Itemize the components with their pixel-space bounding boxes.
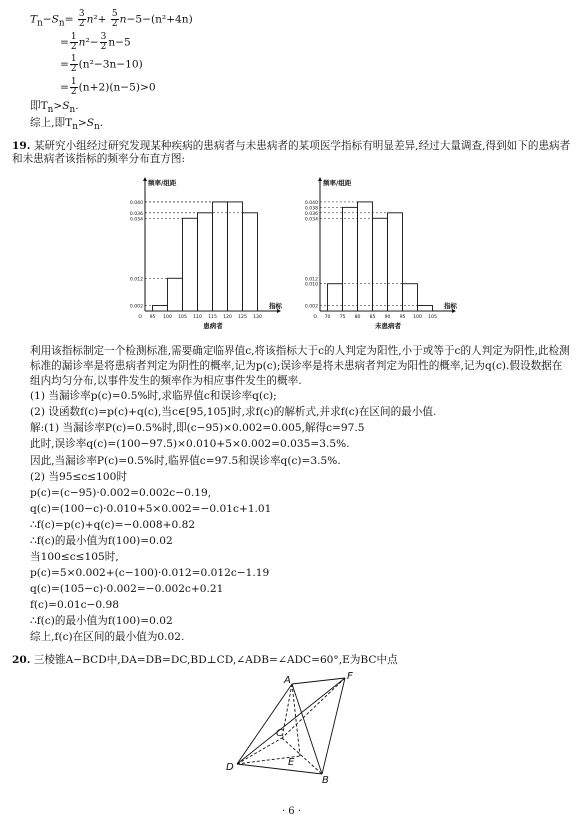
x-tick-label: 75 [339,315,346,320]
q19-line: 此时,误诊率q(c)=(100−97.5)×0.010+5×0.002=0.035=3.5%. [30,438,350,450]
y-axis-label: 频率/组距 [148,179,177,187]
q19-line: f(c)=0.01c−0.98 [30,599,119,611]
q19-paragraph: 利用该指标制定一个检测标准,需要确定临界值c,将该指标大于c的人判定为阳性,小于或等于c的人判定为阴性,此检测标准的漏诊率是将患病者判定为阴性的概率,记为p(c);误诊率是将未患病者判定为阳性的概率,记为q(c).假设数据在组内均匀分布,以事件发生的频率作为相应事件发生的概率. [30,345,570,387]
x-tick-label: 95 [399,315,406,320]
x-axis-label: 指标 [444,302,457,310]
histogram-bar [213,202,228,311]
y-axis-label: 频率/组距 [323,179,352,187]
x-tick-label: 125 [238,315,247,320]
q19-line: ∴f(c)的最小值为f(100)=0.02 [30,615,173,627]
histogram-bar [388,213,403,311]
edge-AB [292,684,322,774]
histogram-bar [328,284,343,311]
x-tick-label: 70 [324,315,331,320]
q19-line: (2) 设函数f(c)=p(c)+q(c),当c∈[95,105]时,求f(c)的解析式,并求f(c)在区间的最小值. [30,406,437,418]
deriv-line-3: = $\frac{1}{2}$ (n²−3n−10) [60,54,143,74]
edge-DC [237,738,282,764]
histogram-bar [198,213,213,311]
label-F: F [347,671,353,682]
histogram-bar [183,218,198,311]
x-tick-label: 110 [193,315,202,320]
y-tick-label: 0.034 [129,217,143,223]
q19-line: p(c)=5×0.002+(c−100)·0.012=0.012c−1.19 [30,567,270,579]
q19-line: (1) 当漏诊率p(c)=0.5%时,求临界值c和误诊率q(c); [30,390,277,402]
y-tick-label: 0.036 [129,211,143,217]
edge-AD [237,684,292,764]
histogram-bar [153,306,168,311]
edge-DB [237,764,322,774]
x-tick-label: 115 [208,315,217,320]
q19-line: p(c)=(c−95)·0.002=0.002c−0.19, [30,487,212,499]
label-D: D [226,762,234,773]
y-tick-label: 0.010 [304,282,318,288]
y-tick-label: 0.002 [129,304,143,310]
tetrahedron-figure [220,670,370,785]
histogram-bar [403,284,418,311]
deriv-line-1: $T_n-S_n=$ $\frac{3}{2}$ n²+ $\frac{5}{2}$ n−5−(n²+4n) [30,9,193,29]
histogram-bar [168,278,183,311]
q19-line: ∴f(c)=p(c)+q(c)=−0.008+0.82 [30,519,196,531]
q19-line: 因此,当漏诊率P(c)=0.5%时,临界值c=97.5和误诊率q(c)=3.5%. [30,455,341,467]
q19-line: ∴f(c)的最小值为f(100)=0.02 [30,535,173,547]
page-number: · 6 · [281,806,302,817]
y-axis-arrow [143,177,147,181]
deriv-line-4: = $\frac{1}{2}$ (n+2)(n−5)>0 [60,77,156,97]
histogram-healthy [290,176,470,336]
x-tick-label: 105 [428,315,437,320]
y-axis-arrow [318,177,322,181]
q19-intro: 19. 某研究小组经过研究发现某种疾病的患病者与未患病者的某项医学指标有明显差异,经过大量调查,得到如下的患病者和未患病者该指标的频率分布直方图: [12,140,571,165]
histogram-patients [115,176,295,336]
q19-line: (2) 当95≤c≤100时 [30,471,127,483]
x-tick-label: 85 [369,315,376,320]
x-tick-label: 95 [149,315,156,320]
q19-line: q(c)=(105−c)·0.002=−0.002c+0.21 [30,583,224,595]
origin-label: O [313,315,317,320]
x-axis-label: 指标 [269,302,282,310]
histogram-bar [243,213,258,311]
x-tick-label: 105 [178,315,187,320]
x-tick-label: 100 [163,315,172,320]
histogram-bar [373,218,388,311]
deriv-line-2: = $\frac{1}{2}$ n²− $\frac{3}{2}$ n−5 [60,32,131,52]
origin-label: O [138,315,142,320]
y-tick-label: 0.012 [129,277,143,283]
label-C: C [276,728,283,739]
x-tick-label: 120 [223,315,232,320]
y-tick-label: 0.040 [129,200,143,206]
q19-line: 综上,f(c)在区间的最小值为0.02. [30,631,185,643]
q19-line: q(c)=(100−c)·0.010+5×0.002=−0.01c+1.01 [30,503,272,515]
deriv-line-6: 综上,即$T_n>S_n$. [30,117,104,133]
q19-line: 当100≤c≤105时, [30,551,119,563]
edge-FB [322,678,345,774]
x-tick-label: 100 [413,315,422,320]
edge-FC [282,678,345,738]
chart-caption: 患病者 [203,322,223,330]
q19-line: 解:(1) 当漏诊率P(c)=0.5%时,即(c−95)×0.002=0.005,解得c=97.5 [30,422,365,434]
label-E: E [288,757,295,768]
q20-text: 20. 三棱锥A−BCD中,DA=DB=DC,BD⊥CD,∠ADB=∠ADC=60°,E为BC中点 [12,654,398,666]
histogram-bar [343,207,358,311]
y-tick-label: 0.012 [304,277,318,283]
label-B: B [322,775,329,785]
x-tick-label: 80 [354,315,361,320]
y-tick-label: 0.034 [304,217,318,223]
histogram-bar [228,202,243,311]
y-tick-label: 0.036 [304,211,318,217]
label-A: A [284,675,291,686]
edge-AF [292,678,345,684]
x-tick-label: 130 [253,315,262,320]
y-tick-label: 0.040 [304,200,318,206]
y-tick-label: 0.002 [304,304,318,310]
x-tick-label: 90 [384,315,391,320]
chart-caption: 未患病者 [375,322,401,330]
y-tick-label: 0.038 [304,206,318,212]
deriv-line-5: 即$T_n>S_n$. [30,100,79,116]
histogram-bar [418,306,433,311]
